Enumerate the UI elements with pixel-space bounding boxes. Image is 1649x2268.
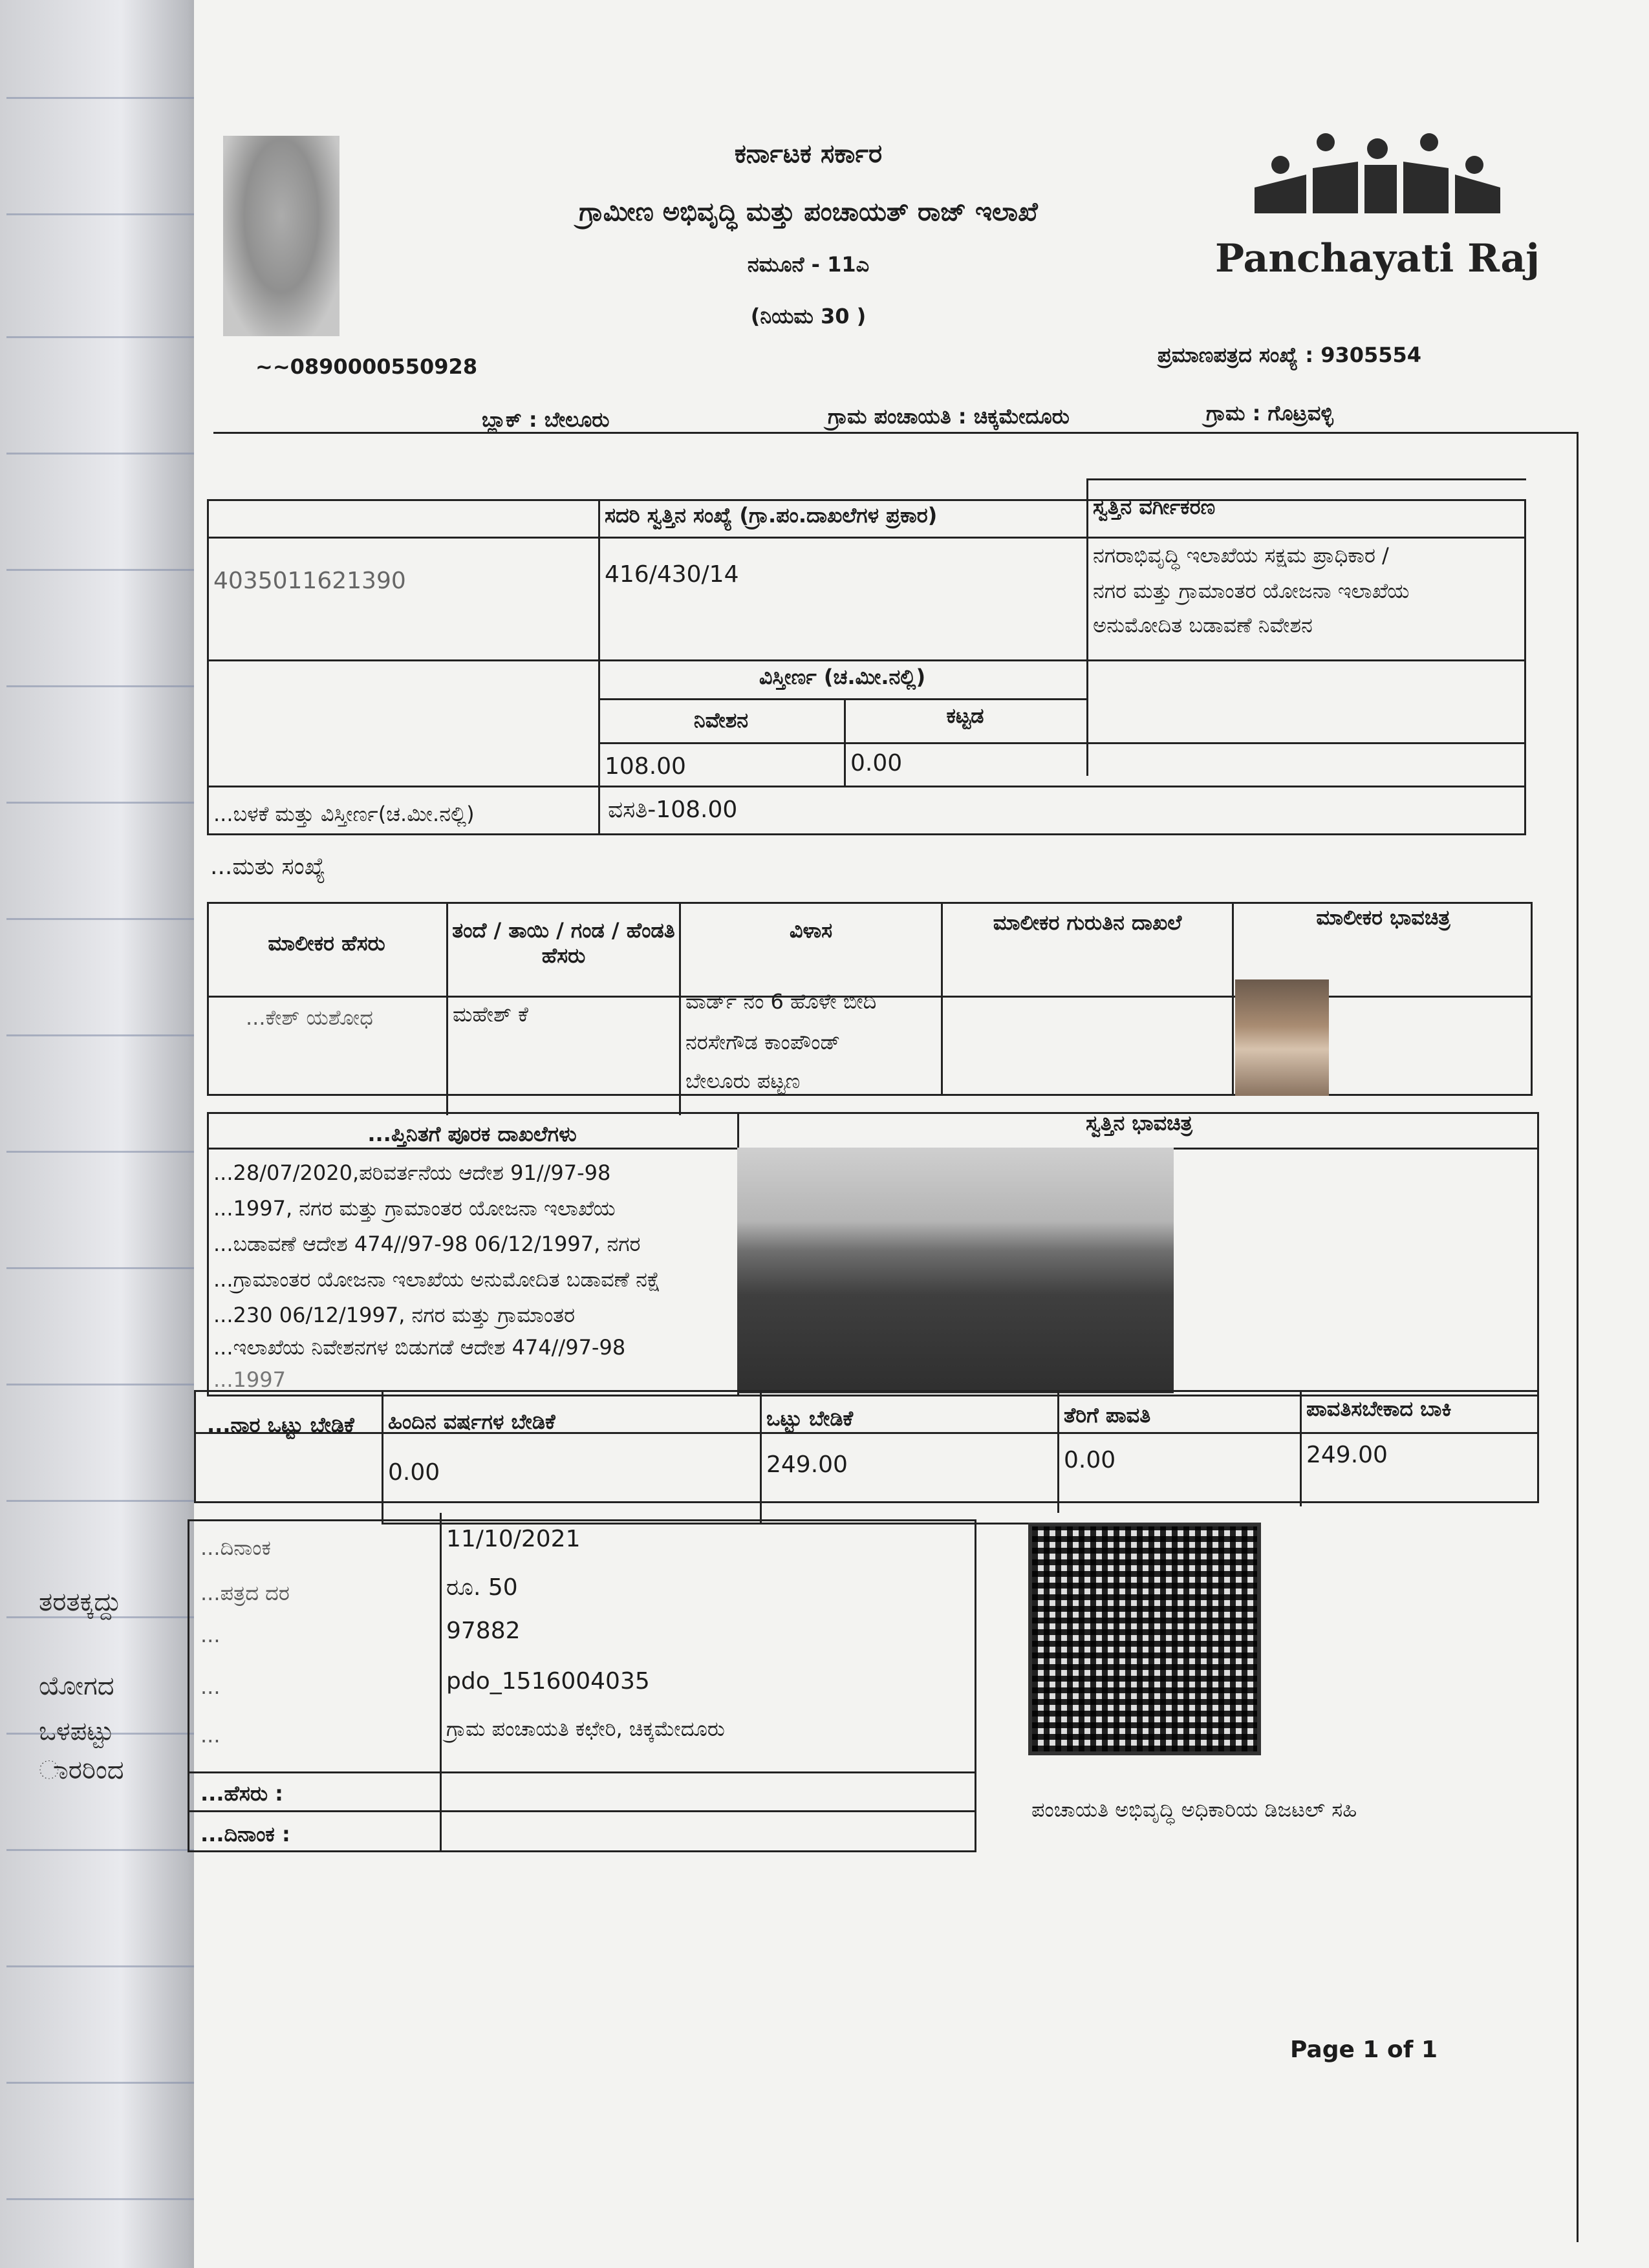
property-number: 416/430/14 — [605, 561, 739, 588]
property-photo-heading: ಸ್ವತ್ತಿನ ಭಾವಚಿತ್ರ — [1086, 1111, 1192, 1135]
page-number: Page 1 of 1 — [1290, 2037, 1438, 2063]
col-demand: ಒಟ್ಟು ಬೇಡಿಕೆ — [766, 1406, 854, 1431]
col-classification: ಸ್ವತ್ತಿನ ವರ್ಗೀಕರಣ — [1093, 495, 1216, 519]
col-previous-demand: ಹಿಂದಿನ ವರ್ಷಗಳ ಬೇಡಿಕೆ — [388, 1409, 555, 1434]
col-site: ನಿವೇಶನ — [693, 708, 749, 733]
user-id: pdo_1516004035 — [446, 1668, 650, 1695]
address-line: ನರಸೇಗೌಡ ಕಾಂಪೌಂಡ್ — [685, 1030, 841, 1054]
document-line: ...1997, ನಗರ ಮತ್ತು ಗ್ರಾಮಾಂತರ ಯೋಜನಾ ಇಲಾಖೆಯ — [213, 1196, 616, 1221]
classification-line: ನಗರಾಭಿವೃದ್ಧಿ ಇಲಾಖೆಯ ಸಕ್ಷಮ ಪ್ರಾಧಿಕಾರ / — [1093, 543, 1389, 568]
document-line: ...ಇಲಾಖೆಯ ನಿವೇಶನಗಳ ಬಿಡುಗಡೆ ಆದೇಶ 474//97-98 — [213, 1335, 626, 1360]
government-title: ಕರ್ನಾಟಕ ಸರ್ಕಾರ — [734, 139, 883, 169]
certificate-number: ಪ್ರಮಾಣಪತ್ರದ ಸಂಖ್ಯೆ : 9305554 — [1158, 343, 1422, 367]
fee-value: ರೂ. 50 — [446, 1574, 518, 1601]
department-title: ಗ್ರಾಮೀಣ ಅಭಿವೃದ್ಧಿ ಮತ್ತು ಪಂಚಾಯತ್ ರಾಜ್ ಇಲಾಖೆ — [579, 197, 1038, 227]
signature-caption: ಪಂಚಾಯತಿ ಅಭಿವೃದ್ಧಿ ಅಧಿಕಾರಿಯ ಡಿಜಟಲ್ ಸಹಿ — [1031, 1797, 1357, 1822]
logo-text: Panchayati Raj — [1214, 236, 1540, 281]
col-owner-name: ಮಾಲೀಕರ ಹೆಸರು — [268, 931, 385, 956]
usage-value: ವಸತಿ-108.00 — [608, 797, 738, 823]
margin-text: ತರತಕ್ಕದ್ದು — [39, 1587, 122, 1617]
block-name: ಬ್ಲಾಕ್ : ಬೇಲೂರು — [482, 407, 610, 432]
col-property-number: ಸದರಿ ಸ್ವತ್ತಿನ ಸಂಖ್ಯೆ (ಗ್ರಾ.ಪಂ.ದಾಖಲೆಗಳ ಪ್ರಕಾರ) — [605, 503, 938, 528]
document-line: ...28/07/2020,ಪರಿವರ್ತನೆಯ ಆದೇಶ 91//97-98 — [213, 1161, 611, 1185]
user-label: ... — [200, 1674, 221, 1699]
reference-number: ~~0890000550928 — [255, 354, 478, 379]
documents-heading: ...ಪ್ತಿನಿತಗೆ ಪೂರಕ ದಾಖಲೆಗಳು — [367, 1122, 577, 1146]
building-area: 0.00 — [850, 750, 903, 776]
receipt-label: ... — [200, 1623, 221, 1647]
office-name: ಗ್ರಾಮ ಪಂಚಾಯತಿ ಕಛೇರಿ, ಚಿಕ್ಕಮೇದೂರು — [446, 1717, 725, 1741]
relation-name: ಮಹೇಶ್ ಕೆ — [453, 1002, 528, 1027]
owner-name: ...ಕೇಶ್ ಯಶೋಧ — [246, 1005, 373, 1030]
col-relation-name: ತಂದೆ / ತಾಯಿ / ಗಂಡ / ಹೆಂಡತಿ ಹೆಸರು — [452, 918, 675, 968]
form-number: ನಮೂನೆ - 11ಎ — [747, 252, 870, 277]
col-building: ಕಟ್ಟಡ — [946, 703, 984, 728]
classification-line: ನಗರ ಮತ್ತು ಗ್ರಾಮಾಂತರ ಯೋಜನಾ ಇಲಾಖೆಯ — [1093, 579, 1410, 603]
signatory-name-label: ...ಹೆಸರು : — [200, 1781, 283, 1806]
col-owner-id: ಮಾಲೀಕರ ಗುರುತಿನ ದಾಖಲೆ — [993, 910, 1182, 935]
col-tax-paid: ತೆರಿಗೆ ಪಾವತಿ — [1064, 1403, 1151, 1428]
panchayati-raj-logo — [1214, 129, 1540, 297]
issue-date: 11/10/2021 — [446, 1526, 581, 1552]
property-photo — [737, 1148, 1174, 1393]
document-line: ...1997 — [213, 1367, 286, 1392]
receipt-number: 97882 — [446, 1618, 521, 1644]
tax-paid-value: 0.00 — [1064, 1447, 1116, 1473]
issue-date-label: ...ದಿನಾಂಕ — [200, 1535, 271, 1560]
margin-text: ಯೋಗದ — [39, 1671, 114, 1701]
gram-panchayat-name: ಗ್ರಾಮ ಪಂಚಾಯತಿ : ಚಿಕ್ಕಮೇದೂರು — [828, 404, 1070, 429]
owner-section-label: ...ಮತು ಸಂಖ್ಯೆ — [210, 853, 326, 880]
office-label: ... — [200, 1723, 221, 1748]
col-address: ವಿಳಾಸ — [789, 918, 833, 943]
document-line: ...ಗ್ರಾಮಾಂತರ ಯೋಜನಾ ಇಲಾಖೆಯ ಅನುಮೋದಿತ ಬಡಾವಣೆ ನಕ್ಷೆ — [213, 1267, 661, 1292]
classification-line: ಅನುಮೋದಿತ ಬಡಾವಣೆ ನಿವೇಶನ — [1093, 613, 1313, 637]
area-heading: ವಿಸ್ತೀರ್ಣ (ಚ.ಮೀ.ನಲ್ಲಿ) — [759, 665, 926, 689]
margin-text: ಒಳಪಟ್ಟು — [39, 1717, 114, 1746]
demand-value: 249.00 — [766, 1451, 848, 1478]
col-owner-photo: ಮಾಲೀಕರ ಭಾವಚಿತ್ರ — [1316, 905, 1450, 930]
binder-strip — [0, 0, 220, 2268]
site-area: 108.00 — [605, 753, 686, 780]
address-line: ಬೇಲೂರು ಪಟ್ಟಣ — [685, 1069, 801, 1093]
qr-code — [1028, 1523, 1261, 1755]
col-balance: ಪಾವತಿಸಬೇಕಾದ ಬಾಕಿ — [1306, 1396, 1452, 1421]
state-emblem-icon — [223, 136, 339, 336]
signature-date-label: ...ದಿನಾಂಕ : — [200, 1822, 290, 1846]
margin-text: ಾರರಿಂದ — [39, 1755, 124, 1785]
rule-number: (ನಿಯಮ 30 ) — [750, 304, 867, 328]
address-line: ವಾರ್ಡ್ ನಂ 6 ಹೊಳೇ ಬೀದಿ — [685, 989, 877, 1014]
usage-label: ...ಬಳಕೆ ಮತ್ತು ವಿಸ್ತೀರ್ಣ(ಚ.ಮೀ.ನಲ್ಲಿ) — [213, 802, 475, 826]
village-name: ಗ್ರಾಮ : ಗೊಟ್ರವಳ್ಳಿ — [1206, 401, 1333, 425]
document-line: ...ಬಡಾವಣೆ ಆದೇಶ 474//97-98 06/12/1997, ನಗರ — [213, 1232, 641, 1256]
document-line: ...230 06/12/1997, ನಗರ ಮತ್ತು ಗ್ರಾಮಾಂತರ — [213, 1303, 576, 1327]
owner-photo — [1235, 979, 1329, 1096]
balance-value: 249.00 — [1306, 1442, 1388, 1468]
col-total-demand: ...ನಾರ ಒಟ್ಟು ಬೇಡಿಕೆ — [207, 1413, 354, 1437]
previous-demand-value: 0.00 — [388, 1459, 440, 1486]
property-id: 4035011621390 — [213, 568, 406, 594]
fee-label: ...ಪತ್ರದ ದರ — [200, 1581, 290, 1605]
